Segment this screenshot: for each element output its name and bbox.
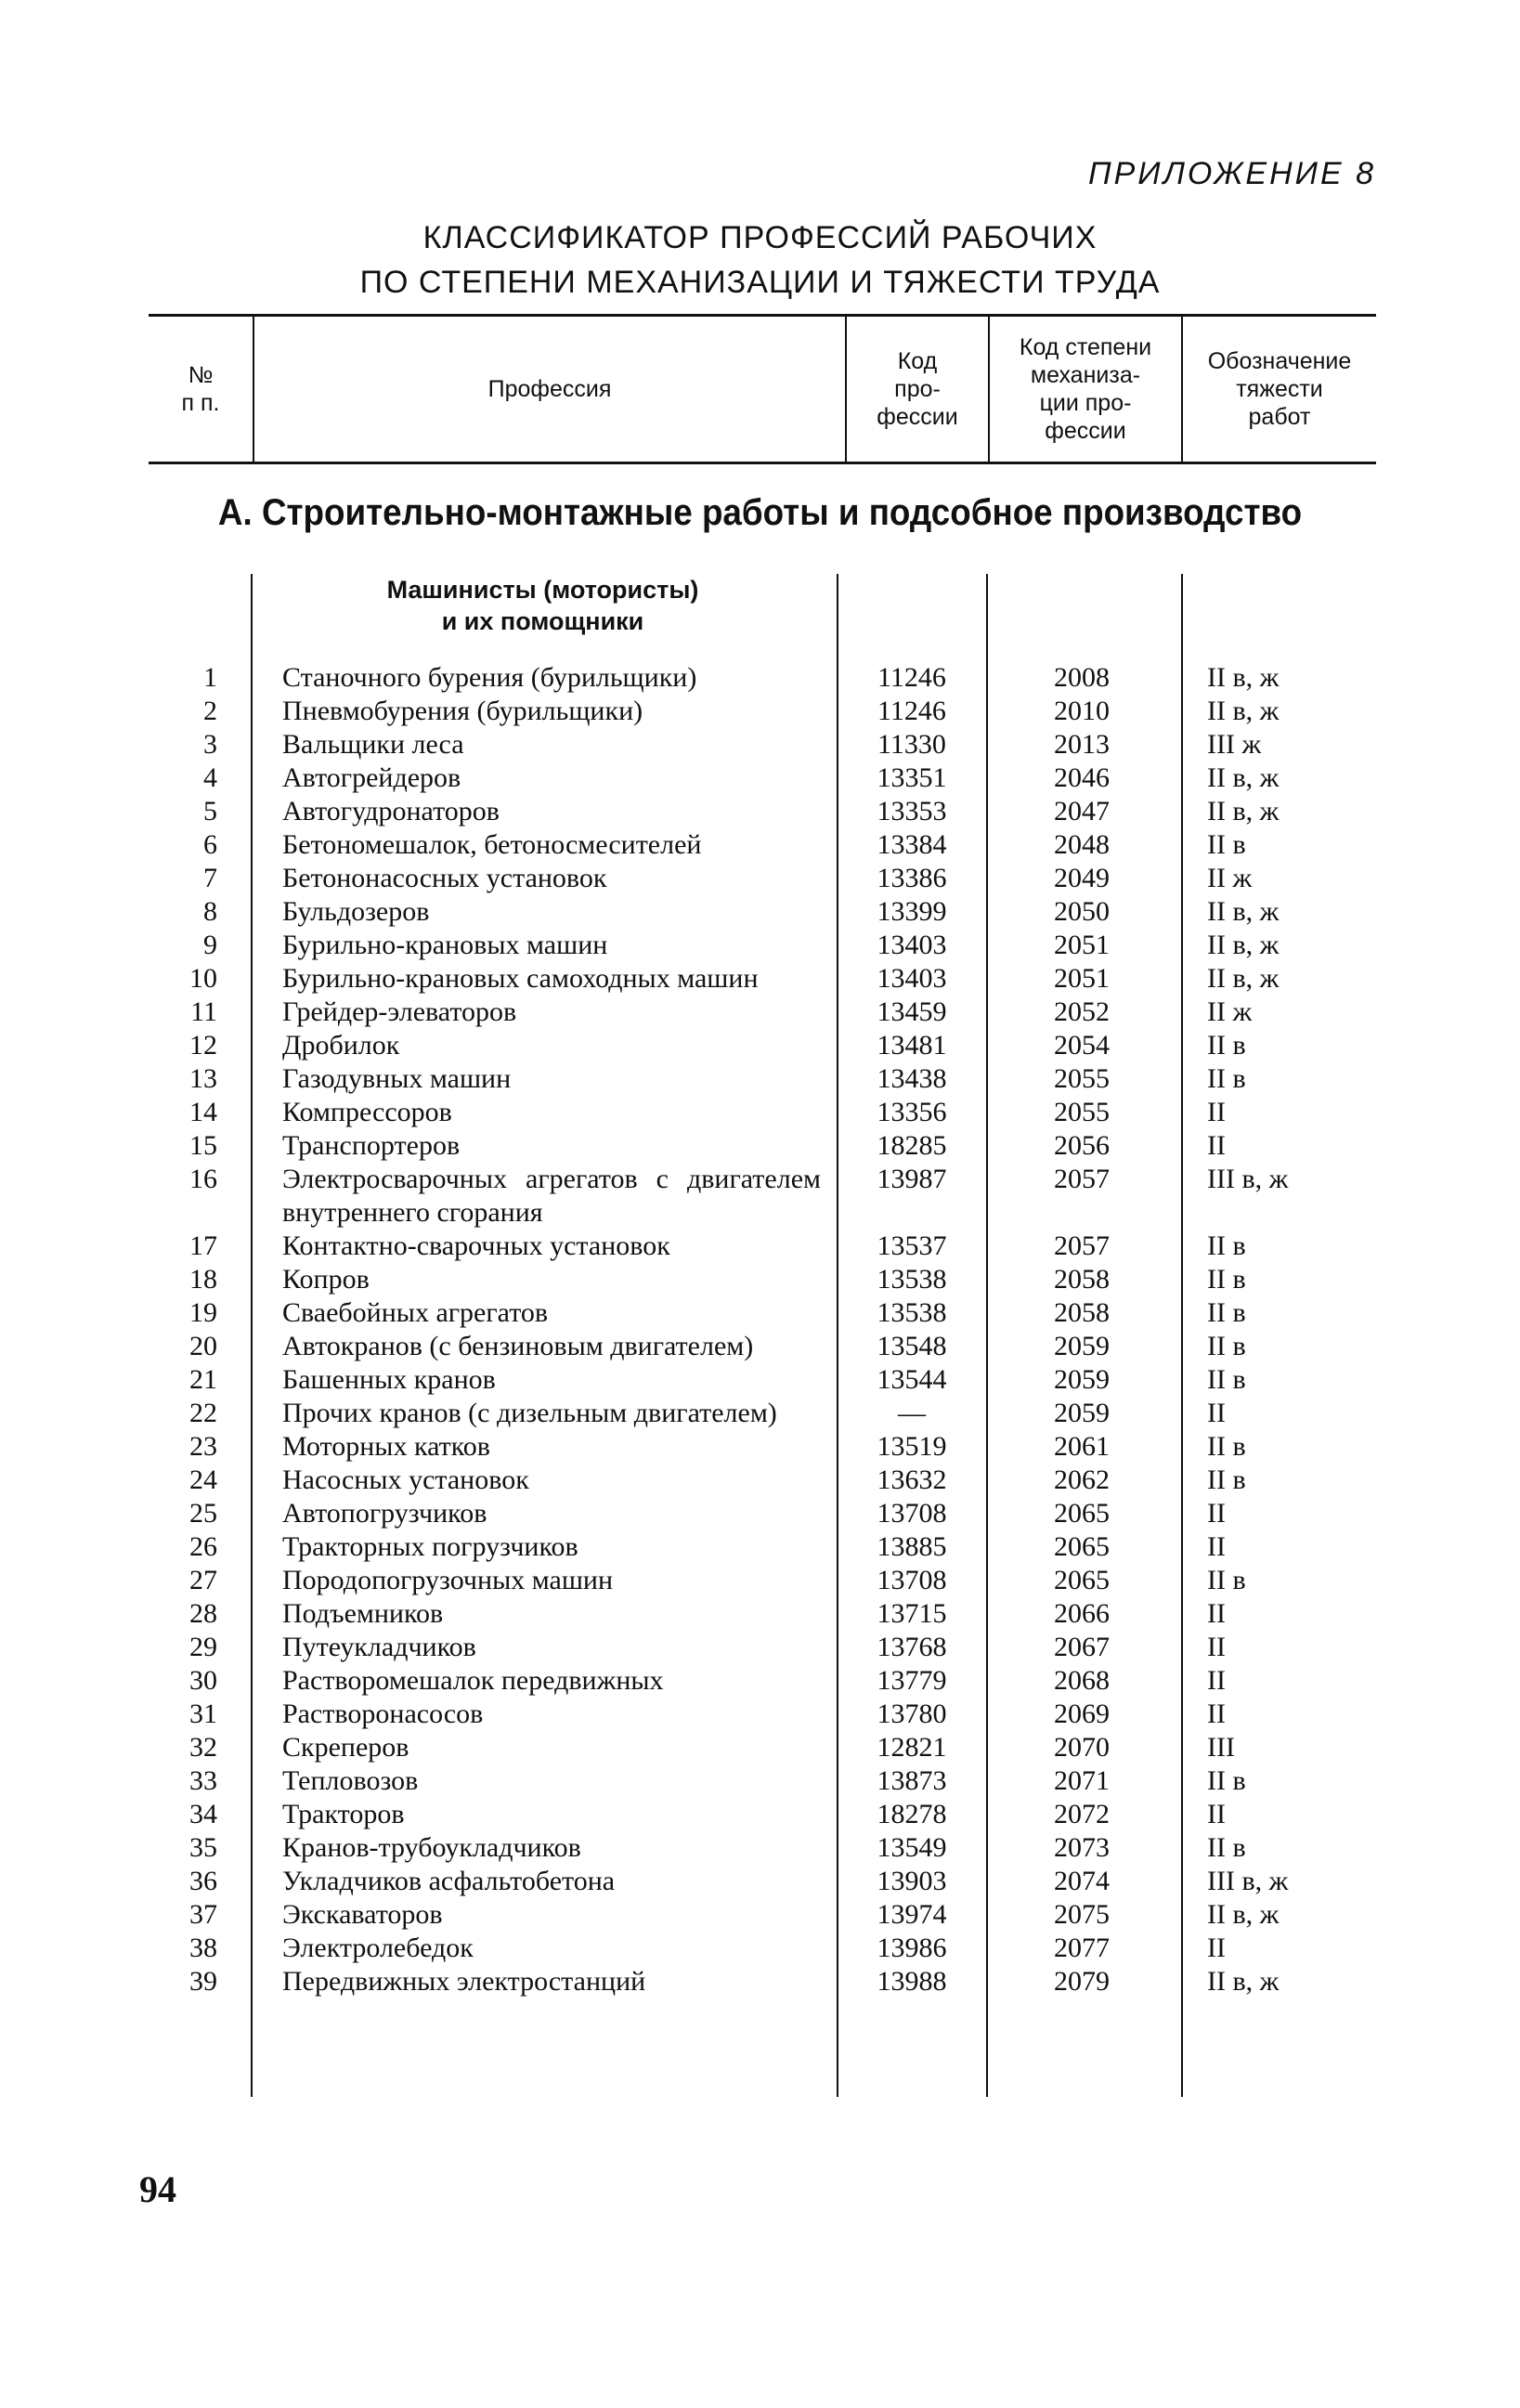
profession-name: Сваебойных агрегатов [282, 1297, 549, 1328]
row-number: 5 [203, 796, 217, 827]
row-number: 20 [189, 1331, 217, 1361]
profession-name: Передвижных электростанций [282, 1966, 646, 1997]
profession-name: Грейдер-элеваторов [282, 996, 517, 1027]
mechanization-code: 2075 [1054, 1899, 1110, 1930]
row-number: 16 [189, 1164, 217, 1194]
profession-code: 12821 [877, 1732, 947, 1763]
row-number: 39 [189, 1966, 217, 1997]
row-number: 3 [203, 729, 217, 760]
labor-severity-grade: II в [1207, 1297, 1246, 1328]
profession-name: Скреперов [282, 1732, 409, 1763]
profession-code: 13537 [877, 1230, 947, 1261]
profession-name: Пневмобурения (бурильщики) [282, 696, 643, 726]
profession-code: 13873 [877, 1765, 947, 1796]
table-row [0, 1263, 1520, 1296]
profession-code: 13708 [877, 1498, 947, 1529]
mechanization-code: 2068 [1054, 1665, 1110, 1696]
title-line-1: КЛАССИФИКАТОР ПРОФЕССИЙ РАБОЧИХ [422, 220, 1098, 255]
row-number: 9 [203, 930, 217, 960]
profession-code: 11330 [877, 729, 946, 760]
labor-severity-grade: III ж [1207, 729, 1262, 760]
table-row [0, 1831, 1520, 1865]
profession-code: 13403 [877, 963, 947, 994]
table-row [0, 1530, 1520, 1564]
profession-code: — [898, 1398, 926, 1428]
header-mech-line: ции про- [1039, 390, 1132, 416]
row-number: 22 [189, 1398, 217, 1428]
labor-severity-grade: II в [1207, 1364, 1246, 1395]
profession-name: Тепловозов [282, 1765, 419, 1796]
mechanization-code: 2048 [1054, 829, 1110, 860]
profession-name: Прочих кранов (с дизельным двигателем) [282, 1398, 777, 1428]
document-title [0, 215, 1520, 305]
section-title: А. Строительно-монтажные работы и подсобное производство [217, 492, 1303, 533]
table-row [0, 1798, 1520, 1831]
appendix-label: ПРИЛОЖЕНИЕ 8 [1087, 156, 1376, 191]
table-row [0, 1865, 1520, 1898]
table-row [0, 1397, 1520, 1430]
mechanization-code: 2008 [1054, 662, 1110, 693]
profession-code: 13386 [877, 863, 947, 893]
table-row [0, 1764, 1520, 1798]
mechanization-code: 2071 [1054, 1765, 1110, 1796]
profession-name: Электролебедок [282, 1933, 474, 1963]
profession-name: Бульдозеров [282, 896, 430, 927]
table-row [0, 996, 1520, 1029]
row-number: 11 [190, 996, 217, 1027]
profession-code: 13768 [877, 1632, 947, 1662]
row-number: 18 [189, 1264, 217, 1295]
mechanization-code: 2079 [1054, 1966, 1110, 1997]
mechanization-code: 2055 [1054, 1063, 1110, 1094]
profession-code: 11246 [877, 696, 946, 726]
mechanization-code: 2046 [1054, 762, 1110, 793]
profession-name: Моторных катков [282, 1431, 490, 1462]
mechanization-code: 2010 [1054, 696, 1110, 726]
profession-code: 13538 [877, 1264, 947, 1295]
labor-severity-grade: II в, ж [1207, 762, 1280, 793]
table-row [0, 1029, 1520, 1062]
profession-code: 13903 [877, 1866, 947, 1896]
mechanization-code: 2074 [1054, 1866, 1110, 1896]
profession-code: 13885 [877, 1531, 947, 1562]
header-code-line: фессии [877, 404, 958, 430]
profession-name: Вальщики леса [282, 729, 464, 760]
labor-severity-grade: III [1207, 1732, 1235, 1763]
row-number: 27 [189, 1565, 217, 1595]
profession-name: Путеукладчиков [282, 1632, 476, 1662]
mechanization-code: 2047 [1054, 796, 1110, 827]
labor-severity-grade: II в [1207, 1030, 1246, 1061]
labor-severity-grade: II в, ж [1207, 896, 1280, 927]
mechanization-code: 2065 [1054, 1498, 1110, 1529]
mechanization-code: 2058 [1054, 1297, 1110, 1328]
header-grade-line: Обозначение [1207, 348, 1352, 374]
profession-name: Растворомешалок передвижных [282, 1665, 664, 1696]
labor-severity-grade: II в [1207, 1832, 1246, 1863]
profession-code: 13399 [877, 896, 947, 927]
profession-code: 13353 [877, 796, 947, 827]
labor-severity-grade: III в, ж [1207, 1866, 1289, 1896]
table-row [0, 828, 1520, 862]
table-row [0, 795, 1520, 828]
profession-name: Растворонасосов [282, 1699, 484, 1729]
header-mech-code [990, 317, 1181, 462]
labor-severity-grade: II в [1207, 1331, 1246, 1361]
header-mech-line: механиза- [1030, 362, 1141, 388]
row-number: 28 [189, 1598, 217, 1629]
mechanization-code: 2065 [1054, 1531, 1110, 1562]
profession-name: Транспортеров [282, 1130, 461, 1161]
mechanization-code: 2070 [1054, 1732, 1110, 1763]
row-number: 21 [189, 1364, 217, 1395]
labor-severity-grade: II в [1207, 829, 1246, 860]
profession-name: Контактно-сварочных установок [282, 1230, 670, 1261]
profession-name: Электросварочных агрегатов с двигателем внутреннего сгорания [282, 1164, 821, 1228]
profession-code: 13986 [877, 1933, 947, 1963]
mechanization-code: 2013 [1054, 729, 1110, 760]
profession-code: 13632 [877, 1464, 947, 1495]
labor-severity-grade: II в, ж [1207, 796, 1280, 827]
labor-severity-grade: II в, ж [1207, 1899, 1280, 1930]
profession-code: 13780 [877, 1699, 947, 1729]
row-number: 14 [189, 1097, 217, 1127]
table-row [0, 695, 1520, 728]
profession-name: Бетононасосных установок [282, 863, 607, 893]
table-row [0, 1096, 1520, 1129]
row-number: 37 [189, 1899, 217, 1930]
labor-severity-grade: II [1207, 1699, 1226, 1729]
table-row [0, 895, 1520, 929]
mechanization-code: 2051 [1054, 963, 1110, 994]
mechanization-code: 2051 [1054, 930, 1110, 960]
mechanization-code: 2058 [1054, 1264, 1110, 1295]
labor-severity-grade: II в, ж [1207, 963, 1280, 994]
mechanization-code: 2077 [1054, 1933, 1110, 1963]
profession-code: 13779 [877, 1665, 947, 1696]
labor-severity-grade: II ж [1207, 863, 1253, 893]
labor-severity-grade: II в [1207, 1230, 1246, 1261]
table-row [0, 1698, 1520, 1731]
table-row [0, 1631, 1520, 1664]
table-row [0, 1597, 1520, 1631]
profession-name: Башенных кранов [282, 1364, 496, 1395]
table-row [0, 1363, 1520, 1397]
group-heading [253, 574, 833, 637]
profession-code: 13356 [877, 1097, 947, 1127]
mechanization-code: 2054 [1054, 1030, 1110, 1061]
header-num-symbol: № [188, 362, 214, 388]
profession-name: Станочного бурения (бурильщики) [282, 662, 697, 693]
profession-name: Бурильно-крановых самоходных машин [282, 963, 759, 994]
table-row [0, 728, 1520, 761]
header-grade-line: работ [1248, 404, 1311, 430]
labor-severity-grade: II [1207, 1498, 1226, 1529]
row-number: 34 [189, 1799, 217, 1829]
table-row [0, 1129, 1520, 1163]
row-number: 4 [203, 762, 217, 793]
row-number: 10 [189, 963, 217, 994]
profession-code: 13548 [877, 1331, 947, 1361]
profession-code: 13403 [877, 930, 947, 960]
row-number: 31 [189, 1699, 217, 1729]
profession-name: Тракторных погрузчиков [282, 1531, 578, 1562]
row-number: 12 [189, 1030, 217, 1061]
labor-severity-grade: II ж [1207, 996, 1253, 1027]
table-row [0, 1430, 1520, 1464]
table-row [0, 962, 1520, 996]
profession-code: 13438 [877, 1063, 947, 1094]
table-row [0, 1296, 1520, 1330]
mechanization-code: 2061 [1054, 1431, 1110, 1462]
profession-name: Автогрейдеров [282, 762, 461, 793]
row-number: 29 [189, 1632, 217, 1662]
group-heading-line-2: и их помощники [441, 607, 644, 635]
row-number: 2 [203, 696, 217, 726]
labor-severity-grade: II [1207, 1531, 1226, 1562]
profession-name: Тракторов [282, 1799, 405, 1829]
profession-code: 13519 [877, 1431, 947, 1462]
mechanization-code: 2059 [1054, 1398, 1110, 1428]
profession-name: Бурильно-крановых машин [282, 930, 608, 960]
profession-name: Бетономешалок, бетоносмесителей [282, 829, 702, 860]
profession-code: 13459 [877, 996, 947, 1027]
profession-code: 13549 [877, 1832, 947, 1863]
row-number: 25 [189, 1498, 217, 1529]
row-number: 35 [189, 1832, 217, 1863]
labor-severity-grade: II в, ж [1207, 662, 1280, 693]
table-row [0, 1062, 1520, 1096]
table-header [149, 314, 1376, 464]
mechanization-code: 2056 [1054, 1130, 1110, 1161]
table-row [0, 1330, 1520, 1363]
labor-severity-grade: II в [1207, 1264, 1246, 1295]
profession-table-body [0, 661, 1520, 1998]
profession-code: 18278 [877, 1799, 947, 1829]
labor-severity-grade: II в [1207, 1063, 1246, 1094]
table-row [0, 661, 1520, 695]
labor-severity-grade: II [1207, 1933, 1226, 1963]
mechanization-code: 2065 [1054, 1565, 1110, 1595]
profession-code: 13481 [877, 1030, 947, 1061]
header-num-abbr: п п. [181, 390, 220, 416]
labor-severity-grade: II в [1207, 1765, 1246, 1796]
labor-severity-grade: II [1207, 1665, 1226, 1696]
profession-code: 13351 [877, 762, 947, 793]
profession-name: Подъемников [282, 1598, 444, 1629]
table-row [0, 1731, 1520, 1764]
profession-name: Укладчиков асфальтобетона [282, 1866, 616, 1896]
profession-name: Копров [282, 1264, 370, 1295]
profession-name: Компрессоров [282, 1097, 452, 1127]
row-number: 6 [203, 829, 217, 860]
profession-code: 11246 [877, 662, 946, 693]
profession-name: Автокранов (с бензиновым двигателем) [282, 1331, 754, 1361]
row-number: 19 [189, 1297, 217, 1328]
labor-severity-grade: II в [1207, 1431, 1246, 1462]
row-number: 36 [189, 1866, 217, 1896]
row-number: 7 [203, 863, 217, 893]
profession-name: Насосных установок [282, 1464, 529, 1495]
table-row [0, 929, 1520, 962]
mechanization-code: 2062 [1054, 1464, 1110, 1495]
profession-code: 13715 [877, 1598, 947, 1629]
profession-code: 13384 [877, 829, 947, 860]
header-mech-line: Код степени [1019, 334, 1152, 360]
profession-name: Экскаваторов [282, 1899, 443, 1930]
profession-name: Породопогрузочных машин [282, 1565, 614, 1595]
mechanization-code: 2057 [1054, 1230, 1110, 1261]
table-row [0, 1664, 1520, 1698]
profession-code: 18285 [877, 1130, 947, 1161]
mechanization-code: 2049 [1054, 863, 1110, 893]
profession-code: 13987 [877, 1164, 947, 1194]
row-number: 32 [189, 1732, 217, 1763]
header-profession: Профессия [487, 376, 612, 402]
row-number: 23 [189, 1431, 217, 1462]
mechanization-code: 2057 [1054, 1164, 1110, 1194]
mechanization-code: 2066 [1054, 1598, 1110, 1629]
header-code-line: Код [897, 348, 938, 374]
table-row [0, 1464, 1520, 1497]
labor-severity-grade: II [1207, 1398, 1226, 1428]
labor-severity-grade: II [1207, 1097, 1226, 1127]
labor-severity-grade: II в, ж [1207, 696, 1280, 726]
row-number: 8 [203, 896, 217, 927]
row-number: 24 [189, 1464, 217, 1495]
mechanization-code: 2052 [1054, 996, 1110, 1027]
mechanization-code: 2072 [1054, 1799, 1110, 1829]
labor-severity-grade: II [1207, 1632, 1226, 1662]
labor-severity-grade: II в [1207, 1565, 1246, 1595]
table-row [0, 761, 1520, 795]
row-number: 17 [189, 1230, 217, 1261]
header-code [847, 317, 988, 462]
labor-severity-grade: III в, ж [1207, 1164, 1289, 1194]
mechanization-code: 2067 [1054, 1632, 1110, 1662]
mechanization-code: 2050 [1054, 896, 1110, 927]
table-row [0, 1932, 1520, 1965]
page-number: 94 [139, 2168, 176, 2210]
table-row [0, 1564, 1520, 1597]
table-row [0, 862, 1520, 895]
row-number: 26 [189, 1531, 217, 1562]
labor-severity-grade: II [1207, 1130, 1226, 1161]
row-number: 13 [189, 1063, 217, 1094]
table-row [0, 1497, 1520, 1530]
labor-severity-grade: II в [1207, 1464, 1246, 1495]
table-row [0, 1965, 1520, 1998]
mechanization-code: 2059 [1054, 1331, 1110, 1361]
mechanization-code: 2073 [1054, 1832, 1110, 1863]
profession-code: 13538 [877, 1297, 947, 1328]
header-grade-line: тяжести [1236, 376, 1323, 402]
header-num [149, 317, 253, 462]
profession-code: 13544 [877, 1364, 947, 1395]
profession-code: 13974 [877, 1899, 947, 1930]
profession-code: 13988 [877, 1966, 947, 1997]
group-heading-line-1: Машинисты (мотористы) [386, 576, 699, 604]
profession-name: Автогудронаторов [282, 796, 500, 827]
labor-severity-grade: II в, ж [1207, 930, 1280, 960]
profession-name: Дробилок [282, 1030, 400, 1061]
mechanization-code: 2059 [1054, 1364, 1110, 1395]
profession-name: Газодувных машин [282, 1063, 512, 1094]
header-grade [1183, 317, 1376, 462]
row-number: 1 [203, 662, 217, 693]
mechanization-code: 2055 [1054, 1097, 1110, 1127]
table-row [0, 1163, 1520, 1230]
row-number: 33 [189, 1765, 217, 1796]
title-line-2: ПО СТЕПЕНИ МЕХАНИЗАЦИИ И ТЯЖЕСТИ ТРУДА [359, 265, 1161, 300]
profession-code: 13708 [877, 1565, 947, 1595]
row-number: 30 [189, 1665, 217, 1696]
row-number: 15 [189, 1130, 217, 1161]
table-row [0, 1898, 1520, 1932]
profession-name: Кранов-трубоукладчиков [282, 1832, 581, 1863]
row-number: 38 [189, 1933, 217, 1963]
mechanization-code: 2069 [1054, 1699, 1110, 1729]
labor-severity-grade: II в, ж [1207, 1966, 1280, 1997]
table-row [0, 1230, 1520, 1263]
labor-severity-grade: II [1207, 1598, 1226, 1629]
header-code-line: про- [894, 376, 941, 402]
profession-name: Автопогрузчиков [282, 1498, 487, 1529]
header-mech-line: фессии [1045, 418, 1126, 444]
labor-severity-grade: II [1207, 1799, 1226, 1829]
